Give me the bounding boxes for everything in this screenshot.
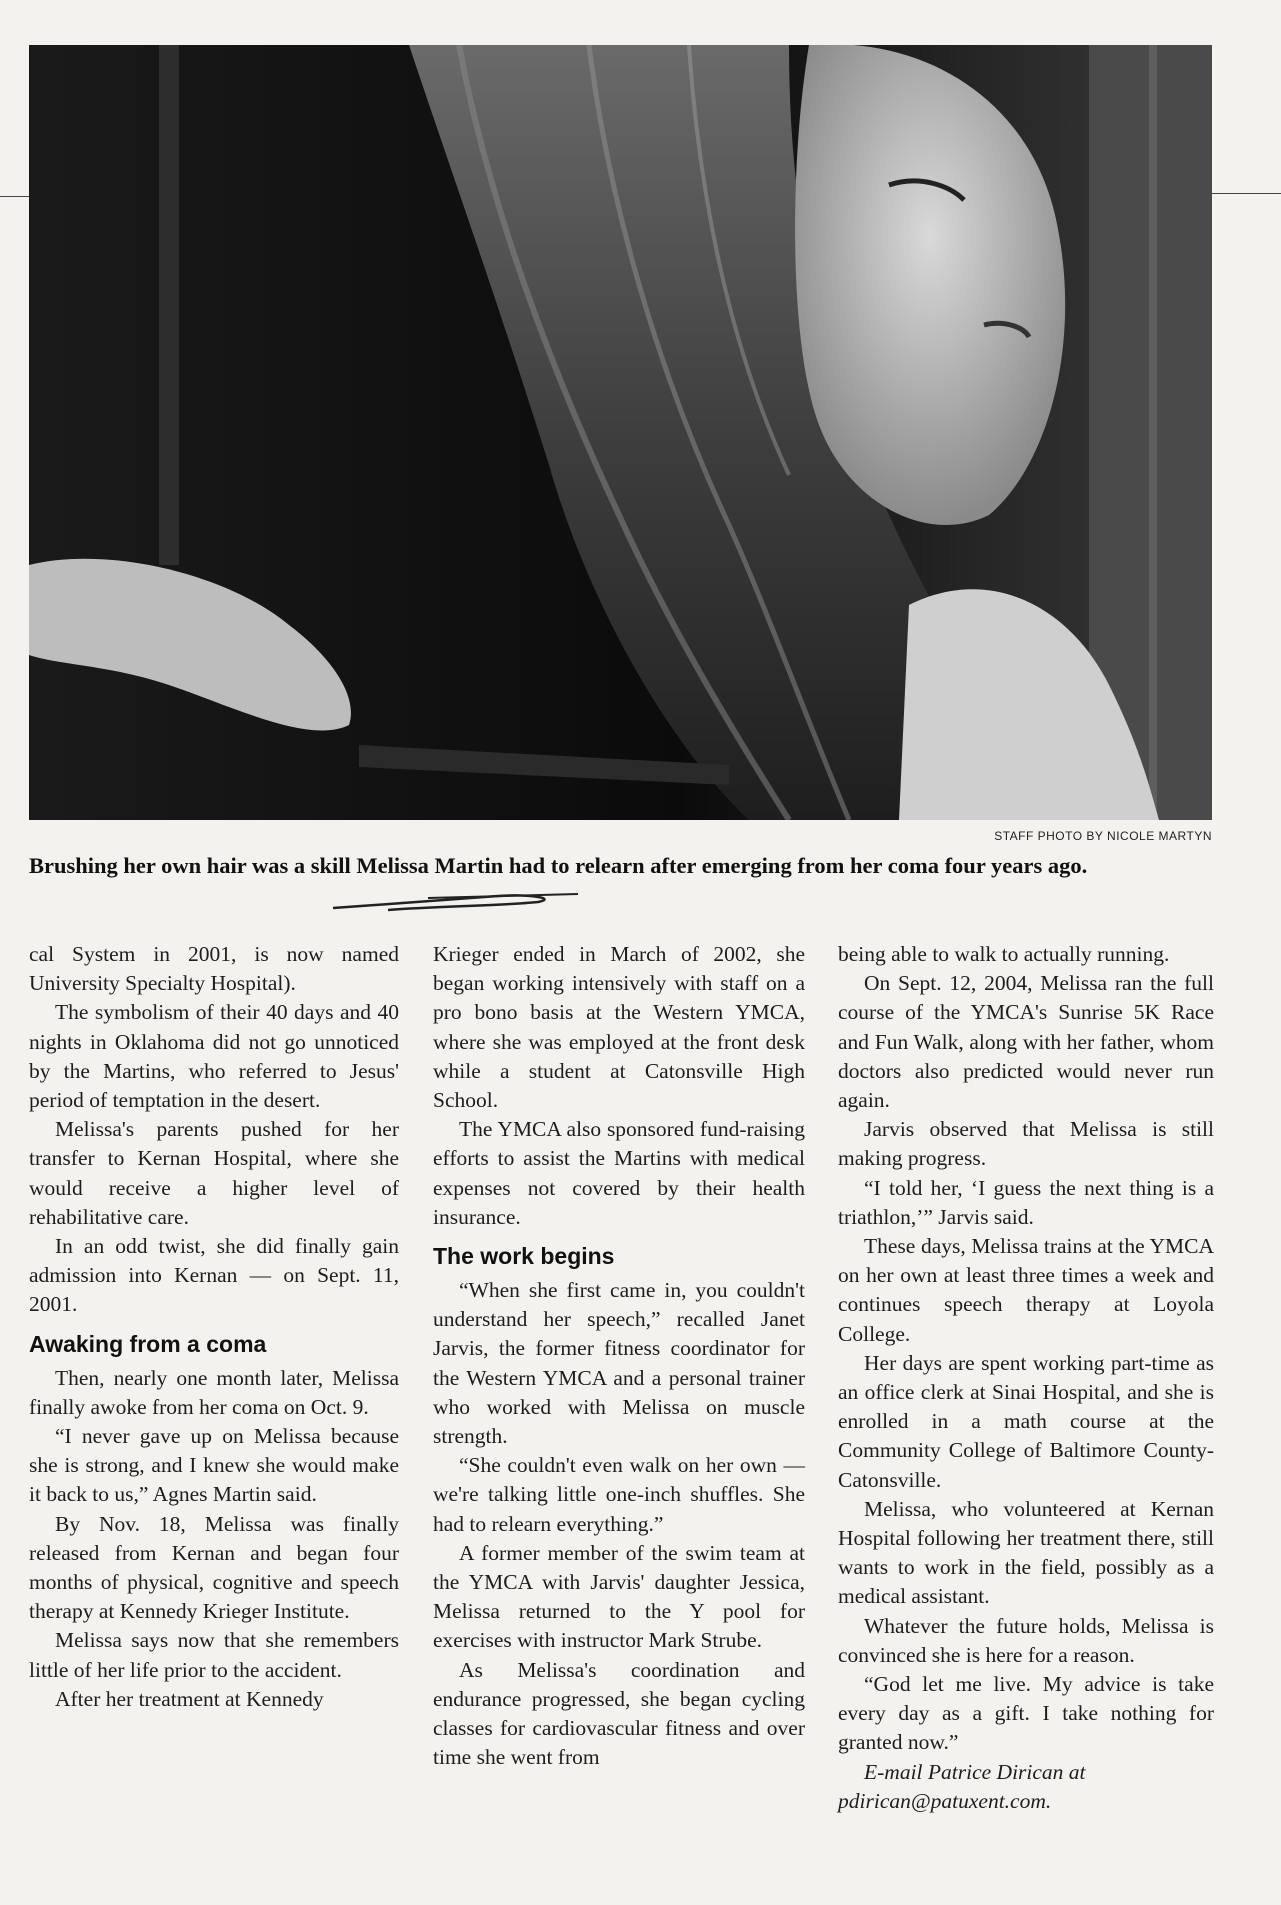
- article-paragraph: cal System in 2001, is now named University Specialty Hospital).: [29, 942, 399, 996]
- signature-line: E-mail Patrice Dirican at: [864, 1759, 1086, 1784]
- article-paragraph: Then, nearly one month later, Melissa finally awoke from her coma on Oct. 9.: [29, 1365, 399, 1419]
- article-paragraph: Jarvis observed that Melissa is still making progress.: [838, 1117, 1214, 1171]
- page-rule-right: [1211, 193, 1281, 194]
- article-paragraph: “I never gave up on Melissa because she is strong, and I knew she would make it back to us,” Agnes Martin said.: [29, 1424, 399, 1507]
- article-paragraph: Melissa says now that she remembers little of her life prior to the accident.: [29, 1628, 399, 1682]
- article-paragraph: On Sept. 12, 2004, Melissa ran the full course of the YMCA's Sunrise 5K Race and Fun Walk, along with her father, whom doctors also predicted would never run again.: [838, 971, 1214, 1113]
- article-paragraph: The symbolism of their 40 days and 40 nights in Oklahoma did not go unnoticed by the Martins, who referred to Jesus' period of temptation in the desert.: [29, 1000, 399, 1113]
- article-paragraph: Melissa's parents pushed for her transfer to Kernan Hospital, where she would receive a higher level of rehabilitative care.: [29, 1117, 399, 1229]
- article-photo: [29, 45, 1212, 820]
- article-column-1: [29, 940, 399, 1714]
- article-paragraph: A former member of the swim team at the YMCA with Jarvis' daughter Jessica, Melissa returned to the Y pool for exercises with instructor Mark Strube.: [433, 1540, 805, 1653]
- photo-caption: Brushing her own hair was a skill Melissa Martin had to relearn after emerging from her coma four years ago.: [29, 853, 1088, 878]
- article-paragraph: By Nov. 18, Melissa was finally released from Kernan and began four months of physical, cognitive and speech therapy at Kennedy Krieger Institute.: [29, 1511, 399, 1624]
- article-paragraph: being able to walk to actually running.: [838, 942, 1170, 966]
- author-email: pdirican@patuxent.com.: [838, 1788, 1052, 1813]
- article-paragraph: The YMCA also sponsored fund-raising efforts to assist the Martins with medical expenses not covered by their health insurance.: [433, 1117, 805, 1229]
- woman-brushing-hair-image: [29, 45, 1212, 820]
- article-column-2: [433, 940, 805, 1772]
- article-paragraph: “She couldn't even walk on her own — we're talking little one-inch shuffles. She had to relearn everything.”: [433, 1453, 805, 1536]
- article-paragraph: Krieger ended in March of 2002, she began working intensively with staff on a pro bono basis at the Western YMCA, where she was employed at the front desk while a student at Catonsville High School.: [433, 942, 805, 1113]
- author-signature: [838, 1758, 1214, 1816]
- article-column-3: [838, 940, 1214, 1816]
- article-paragraph: Melissa, who volunteered at Kernan Hospital following her treatment there, still wants to work in the field, possibly as a medical assistant.: [838, 1496, 1214, 1609]
- article-paragraph: As Melissa's coordination and endurance progressed, she began cycling classes for cardiovascular fitness and over time she went from: [433, 1657, 805, 1770]
- article-paragraph: Whatever the future holds, Melissa is convinced she is here for a reason.: [838, 1613, 1214, 1667]
- article-paragraph: Her days are spent working part-time as an office clerk at Sinai Hospital, and she is enrolled in a math course at the Community College of Baltimore County-Catonsville.: [838, 1350, 1214, 1492]
- article-paragraph: These days, Melissa trains at the YMCA on her own at least three times a week and continues speech therapy at Loyola College.: [838, 1234, 1214, 1346]
- section-heading: Awaking from a coma: [29, 1330, 267, 1357]
- article-paragraph: “I told her, ‘I guess the next thing is a triathlon,’” Jarvis said.: [838, 1175, 1214, 1229]
- photo-credit: STAFF PHOTO BY NICOLE MARTYN: [994, 829, 1212, 843]
- article-paragraph: After her treatment at Kennedy: [55, 1686, 324, 1711]
- article-paragraph: “God let me live. My advice is take every day as a gift. I take nothing for granted now.”: [838, 1672, 1214, 1755]
- article-paragraph: “When she first came in, you couldn't understand her speech,” recalled Janet Jarvis, the former fitness coordinator for the Western YMCA and a personal trainer who worked with Melissa on muscle strength.: [433, 1278, 805, 1449]
- article-paragraph: In an odd twist, she did finally gain admission into Kernan — on Sept. 11, 2001.: [29, 1234, 399, 1317]
- handwritten-squiggle: [328, 886, 588, 916]
- section-heading: The work begins: [433, 1243, 615, 1270]
